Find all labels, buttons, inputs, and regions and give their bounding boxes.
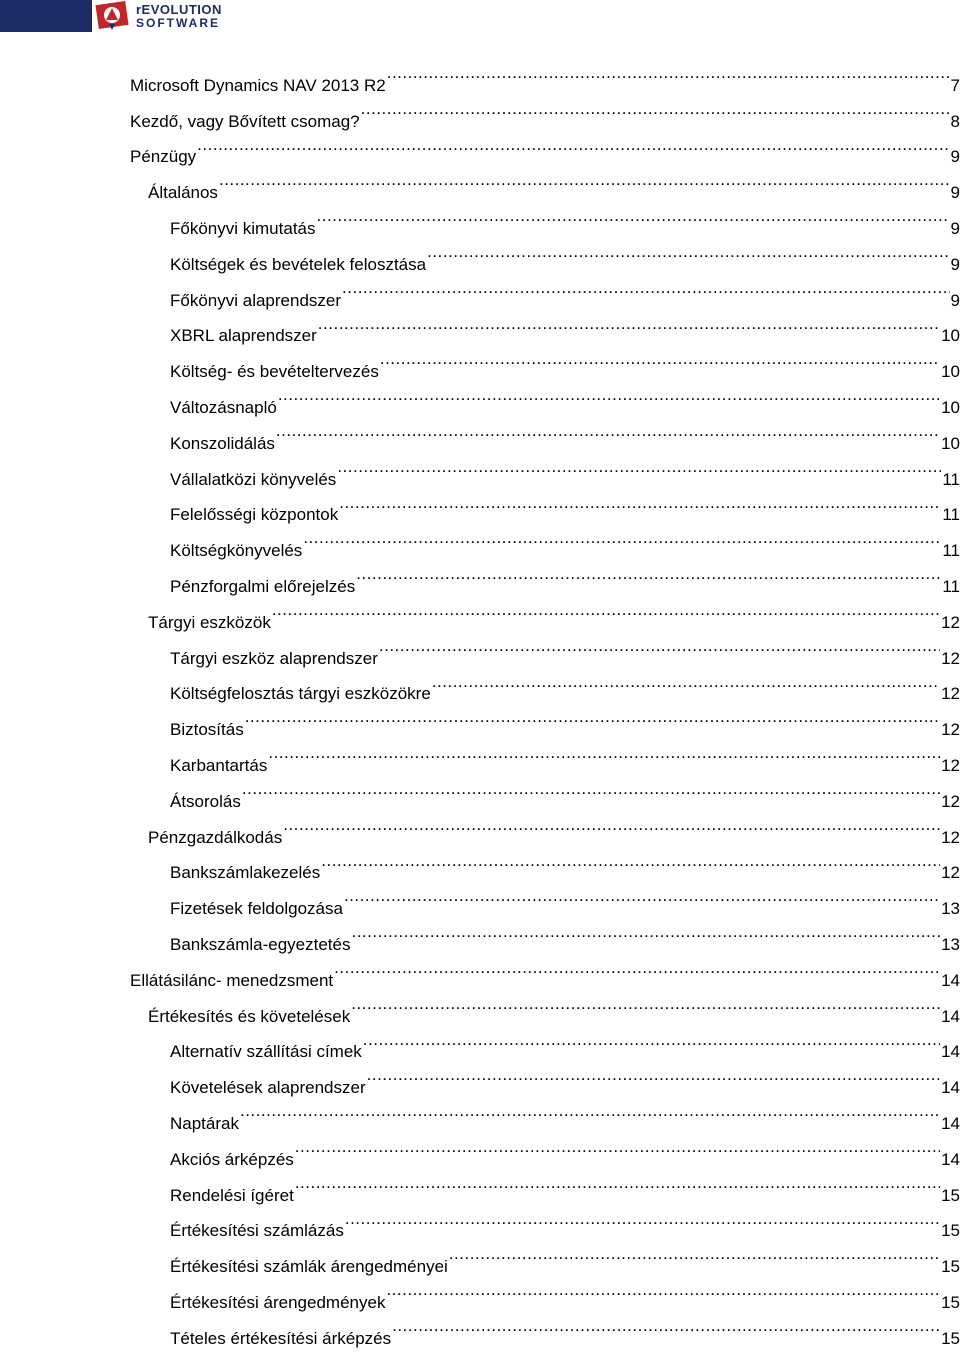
toc-entry[interactable] — [130, 1129, 960, 1169]
toc-leader-dots — [245, 699, 940, 735]
revolution-software-logo — [94, 0, 244, 32]
toc-page-number: 14 — [941, 1078, 960, 1098]
toc-entry-title: Bankszámla-egyeztetés — [170, 934, 351, 954]
toc-page-number: 15 — [941, 1292, 960, 1312]
toc-entry-title: Átsorolás — [170, 791, 241, 811]
toc-page-number: 14 — [941, 1113, 960, 1133]
toc-leader-dots — [272, 592, 940, 628]
toc-leader-dots — [386, 1272, 940, 1308]
logo-line-1: rEVOLUTION — [136, 2, 222, 17]
toc-entry-title: Karbantartás — [170, 755, 268, 775]
toc-entry[interactable] — [130, 55, 960, 95]
toc-leader-dots — [318, 306, 940, 342]
toc-page-number: 10 — [941, 433, 960, 453]
toc-entry-title: XBRL alaprendszer — [170, 326, 317, 346]
toc-page-number: 14 — [941, 1149, 960, 1169]
toc-entry-title: Biztosítás — [170, 720, 244, 740]
toc-leader-dots — [334, 950, 940, 986]
toc-page-number: 11 — [942, 505, 960, 525]
toc-entry[interactable] — [130, 699, 960, 740]
toc-leader-dots — [242, 771, 940, 807]
toc-entry-title: Főkönyvi kimutatás — [170, 218, 316, 238]
toc-page-number: 12 — [941, 684, 960, 704]
toc-entry-title: Költségkönyvelés — [170, 541, 303, 561]
toc-leader-dots — [379, 628, 940, 664]
toc-page-number: 8 — [950, 111, 960, 131]
toc-entry[interactable] — [130, 198, 960, 238]
toc-entry[interactable] — [130, 162, 960, 203]
toc-page-number: 12 — [941, 755, 960, 775]
toc-page-number: 15 — [941, 1221, 960, 1241]
toc-page-number: 12 — [941, 863, 960, 883]
toc-entry-title: Bankszámlakezelés — [170, 863, 321, 883]
toc-page-number: 13 — [941, 934, 960, 954]
toc-entry-title: Főkönyvi alaprendszer — [170, 290, 342, 310]
toc-page-number: 12 — [941, 648, 960, 668]
toc-entry-title: Pénzforgalmi előrejelzés — [170, 576, 356, 596]
toc-page-number: 9 — [950, 183, 960, 203]
toc-page-number: 14 — [941, 1042, 960, 1062]
toc-page-number: 11 — [942, 541, 960, 561]
toc-leader-dots — [321, 843, 940, 879]
page-header — [0, 0, 960, 32]
toc-leader-dots — [380, 341, 940, 377]
toc-entry-title: Tárgyi eszköz alaprendszer — [170, 648, 378, 668]
toc-entry-title: Értékesítés és követelések — [148, 1006, 351, 1026]
toc-leader-dots — [449, 1236, 940, 1272]
toc-entry-title: Tételes értékesítési árképzés — [170, 1328, 392, 1348]
toc-page-number: 14 — [941, 970, 960, 990]
toc-entry-title: Akciós árképzés — [170, 1149, 294, 1169]
toc-leader-dots — [317, 198, 950, 234]
toc-entry-title: Rendelési ígéret — [170, 1185, 294, 1205]
toc-leader-dots — [392, 1308, 940, 1344]
toc-page-number: 14 — [941, 1006, 960, 1026]
toc-leader-dots — [339, 485, 941, 521]
toc-page-number: 11 — [942, 576, 960, 596]
toc-leader-dots — [367, 1057, 940, 1093]
toc-entry[interactable] — [130, 1093, 960, 1133]
toc-leader-dots — [361, 91, 950, 127]
toc-entry-title: Pénzgazdálkodás — [148, 827, 283, 847]
toc-page-number: 7 — [950, 75, 960, 95]
toc-entry-title: Fizetések feldolgozása — [170, 899, 343, 919]
toc-page-number: 10 — [941, 362, 960, 382]
toc-entry-title: Ellátásilánc- menedzsment — [130, 970, 334, 990]
toc-leader-dots — [283, 807, 940, 843]
logo-line-2: SOFTWARE — [136, 16, 220, 30]
toc-leader-dots — [295, 1129, 940, 1165]
toc-leader-dots — [278, 377, 940, 413]
toc-entry-title: Költség- és bevételtervezés — [170, 362, 379, 382]
toc-entry-title: Vállalatközi könyvelés — [170, 469, 337, 489]
toc-page-number: 9 — [950, 218, 960, 238]
table-of-contents — [130, 55, 960, 1348]
logo-emblem-icon — [94, 0, 132, 32]
toc-entry-title: Kezdő, vagy Bővített csomag? — [130, 111, 360, 131]
toc-leader-dots — [432, 664, 940, 700]
toc-page-number: 9 — [950, 254, 960, 274]
toc-leader-dots — [387, 55, 950, 91]
toc-entry-title: Tárgyi eszközök — [148, 612, 271, 632]
toc-page-number: 15 — [941, 1185, 960, 1205]
toc-page-number: 13 — [941, 899, 960, 919]
toc-entry-title: Alternatív szállítási címek — [170, 1042, 362, 1062]
toc-page-number: 12 — [941, 720, 960, 740]
toc-page-number: 10 — [941, 326, 960, 346]
toc-page-number: 9 — [950, 290, 960, 310]
toc-entry-title: Naptárak — [170, 1113, 239, 1133]
toc-entry-title: Konszolidálás — [170, 433, 275, 453]
toc-entry[interactable] — [130, 771, 960, 811]
toc-leader-dots — [427, 234, 949, 270]
toc-leader-dots — [219, 162, 950, 198]
toc-entry-title: Értékesítési számlázás — [170, 1221, 344, 1241]
toc-entry-title: Felelősségi központok — [170, 505, 339, 525]
toc-page-number: 15 — [941, 1328, 960, 1348]
toc-page-number: 10 — [941, 397, 960, 417]
toc-leader-dots — [295, 1165, 940, 1201]
toc-page-number: 9 — [950, 147, 960, 167]
toc-leader-dots — [356, 556, 941, 592]
toc-entry-title: Általános — [148, 183, 218, 203]
toc-leader-dots — [345, 1201, 940, 1237]
toc-leader-dots — [240, 1093, 940, 1129]
toc-leader-dots — [276, 413, 940, 449]
toc-entry-title: Változásnapló — [170, 397, 277, 417]
toc-entry-title: Microsoft Dynamics NAV 2013 R2 — [130, 75, 386, 95]
toc-entry-title: Pénzügy — [130, 147, 197, 167]
toc-leader-dots — [303, 520, 941, 556]
toc-entry[interactable] — [130, 735, 960, 775]
toc-page-number: 12 — [941, 612, 960, 632]
toc-entry-title: Értékesítési árengedmények — [170, 1292, 386, 1312]
logo-wordmark — [136, 3, 222, 29]
toc-entry[interactable] — [130, 127, 960, 167]
toc-leader-dots — [351, 986, 940, 1022]
toc-entry-title: Értékesítési számlák árengedményei — [170, 1257, 448, 1277]
toc-leader-dots — [363, 1022, 940, 1058]
toc-entry-title: Költségek és bevételek felosztása — [170, 254, 427, 274]
toc-entry-title: Követelések alaprendszer — [170, 1078, 366, 1098]
toc-entry[interactable] — [130, 807, 960, 847]
toc-leader-dots — [197, 127, 949, 163]
toc-leader-dots — [337, 449, 941, 485]
toc-leader-dots — [344, 878, 940, 914]
header-color-band — [0, 0, 92, 32]
toc-page-number: 15 — [941, 1257, 960, 1277]
toc-page-number: 12 — [941, 791, 960, 811]
toc-page-number: 12 — [941, 827, 960, 847]
toc-leader-dots — [268, 735, 940, 771]
toc-leader-dots — [351, 914, 940, 950]
toc-leader-dots — [342, 270, 950, 306]
toc-page-number: 11 — [942, 469, 960, 489]
toc-entry-title: Költségfelosztás tárgyi eszközökre — [170, 684, 431, 704]
